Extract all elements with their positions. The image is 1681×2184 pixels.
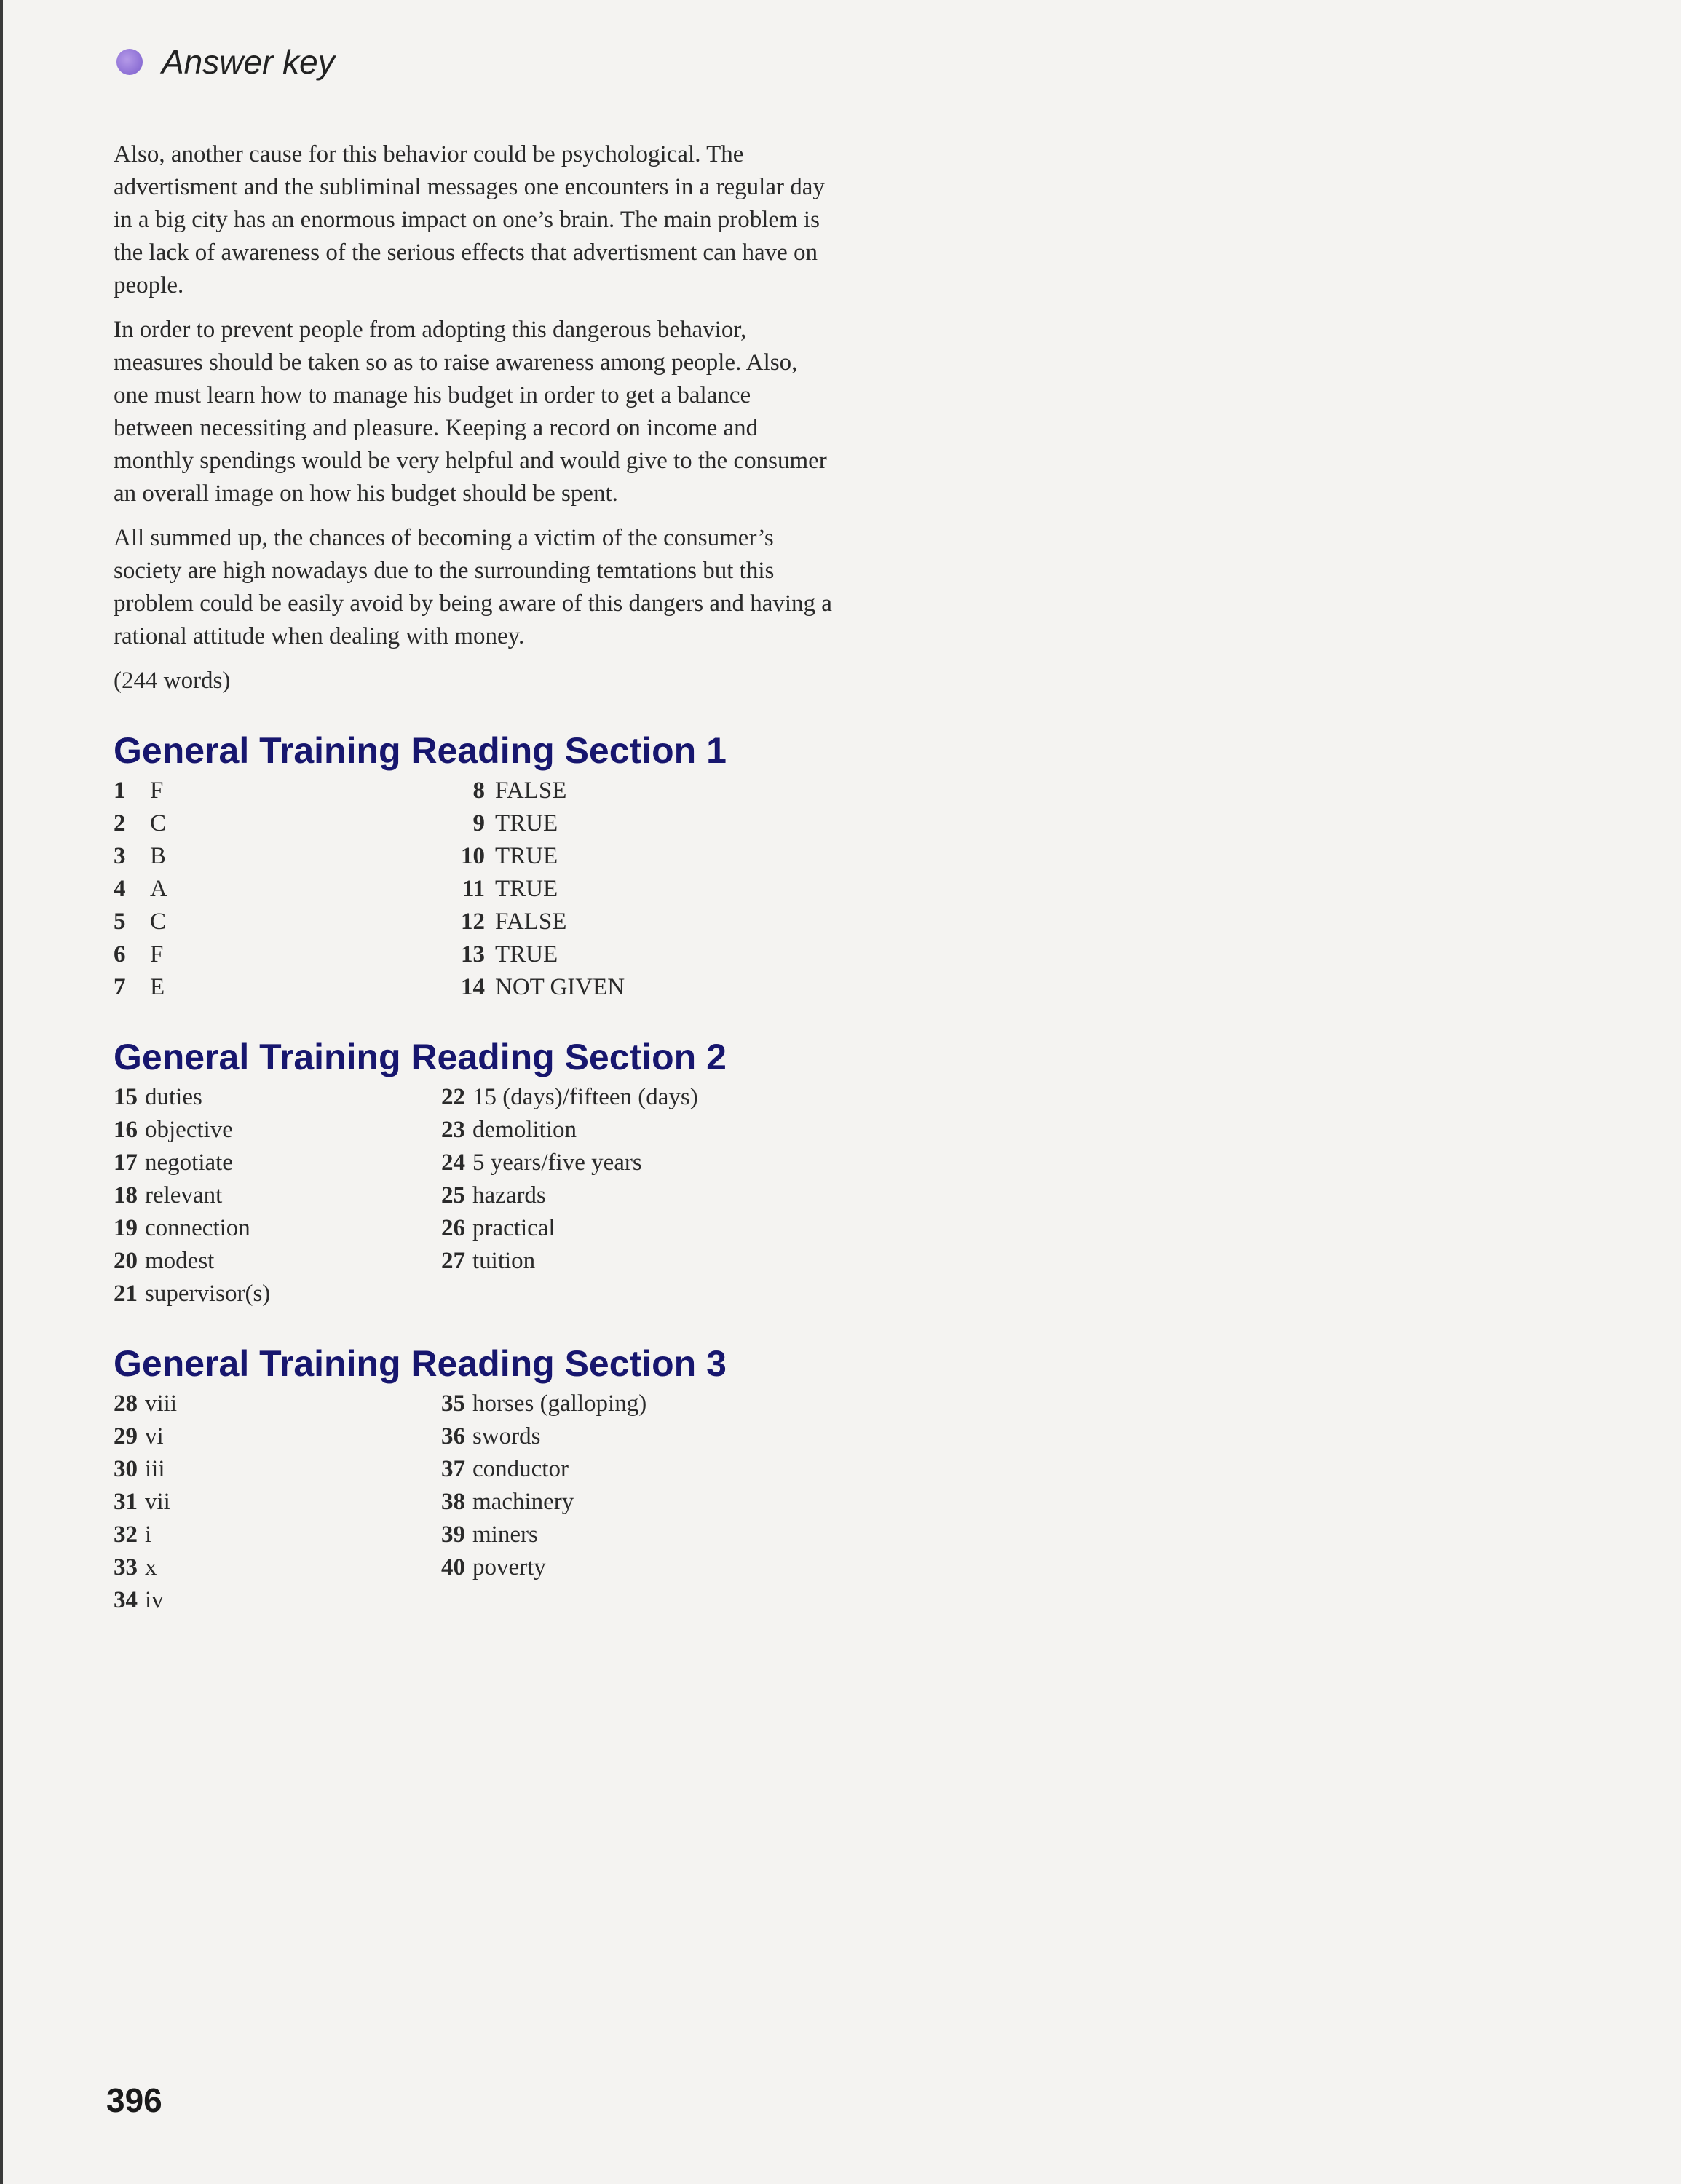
answer-text: modest [145, 1248, 215, 1274]
answer-text: B [150, 843, 167, 869]
answer-text: C [150, 810, 167, 836]
answer-text: conductor [472, 1456, 569, 1482]
answer-number: 6 [114, 941, 126, 968]
answer-item [441, 840, 769, 873]
answer-section-1 [114, 729, 834, 1004]
answer-item [441, 1147, 769, 1179]
answer-number: 29 [114, 1423, 138, 1449]
answer-column-left [114, 1388, 441, 1617]
answer-text: F [150, 941, 164, 968]
header-title: Answer key [162, 43, 335, 81]
answer-number: 35 [441, 1390, 465, 1417]
answer-number: 34 [114, 1587, 138, 1613]
answer-number: 25 [441, 1182, 465, 1208]
answer-text: practical [472, 1215, 555, 1241]
answer-item [114, 938, 441, 971]
answer-number: 14 [461, 974, 485, 1000]
answer-item [441, 1519, 769, 1551]
answer-number: 19 [114, 1215, 138, 1241]
answer-item [441, 1179, 769, 1212]
answer-column-right [441, 1388, 769, 1617]
answer-item [441, 873, 769, 906]
answer-number: 15 [114, 1084, 138, 1110]
answer-grid [114, 1081, 834, 1310]
answer-number: 1 [114, 778, 126, 804]
answer-number: 28 [114, 1390, 138, 1417]
answer-text: x [145, 1554, 157, 1580]
answer-number: 8 [472, 778, 485, 804]
answer-number: 13 [461, 941, 485, 968]
answer-item [114, 1081, 441, 1114]
answer-item [114, 1486, 441, 1519]
answer-number: 26 [441, 1215, 465, 1241]
answer-item [441, 938, 769, 971]
word-count: (244 words) [114, 668, 231, 694]
answer-number: 5 [114, 909, 126, 935]
answer-item [114, 1420, 441, 1453]
answer-number: 27 [441, 1248, 465, 1274]
answer-text: TRUE [495, 810, 558, 836]
answer-item [441, 971, 769, 1004]
answer-text: 5 years/five years [472, 1150, 642, 1176]
answer-number: 36 [441, 1423, 465, 1449]
answer-text: C [150, 909, 167, 935]
answer-text: viii [145, 1390, 178, 1417]
answer-item [441, 1388, 769, 1420]
answer-text: supervisor(s) [145, 1281, 271, 1307]
answer-item [114, 1114, 441, 1147]
answer-text: F [150, 778, 164, 804]
answer-number: 20 [114, 1248, 138, 1274]
answer-text: hazards [472, 1182, 546, 1208]
answer-number: 7 [114, 974, 126, 1000]
answer-item [114, 1212, 441, 1245]
answer-item [114, 1584, 441, 1617]
answer-text: i [145, 1522, 152, 1548]
answer-item [441, 1420, 769, 1453]
answer-text: duties [145, 1084, 202, 1110]
answer-number: 4 [114, 876, 126, 902]
answer-text: poverty [472, 1554, 546, 1580]
answer-text: swords [472, 1423, 541, 1449]
page-edge [0, 0, 3, 2184]
answer-text: iv [145, 1587, 164, 1613]
section-heading: General Training Reading Section 1 [114, 730, 727, 771]
answer-grid [114, 775, 834, 1004]
answer-number: 24 [441, 1150, 465, 1176]
answer-column-left [114, 1081, 441, 1310]
answer-text: demolition [472, 1117, 577, 1143]
answer-number: 32 [114, 1522, 138, 1548]
answer-text: vi [145, 1423, 164, 1449]
answer-number: 10 [461, 843, 485, 869]
answer-item [114, 1453, 441, 1486]
page-number: 396 [106, 2081, 162, 2119]
answer-number: 3 [114, 843, 126, 869]
answer-item [114, 1278, 441, 1310]
answer-number: 22 [441, 1084, 465, 1110]
answer-number: 37 [441, 1456, 465, 1482]
answer-column-right [441, 775, 769, 1004]
answer-text: TRUE [495, 843, 558, 869]
answer-item [114, 840, 441, 873]
answer-item [114, 807, 441, 840]
answer-item [114, 1551, 441, 1584]
answer-text: FALSE [495, 909, 567, 935]
answer-text: miners [472, 1522, 538, 1548]
answer-column-right [441, 1081, 769, 1310]
answer-item [441, 1114, 769, 1147]
answer-item [441, 807, 769, 840]
answer-text: tuition [472, 1248, 536, 1274]
answer-item [114, 1519, 441, 1551]
answer-text: A [150, 876, 167, 902]
answer-column-left [114, 775, 441, 1004]
page-content [114, 138, 834, 1617]
answer-item [441, 1486, 769, 1519]
answer-item [114, 1388, 441, 1420]
essay-paragraph: All summed up, the chances of becoming a victim of the consumer’s society are high nowadays due to the surrounding temtations but this problem could be easily avoid by being aware of this dangers and having a rational attitude when dealing with money. [114, 525, 832, 649]
answer-item [114, 1245, 441, 1278]
answer-item [441, 1245, 769, 1278]
answer-number: 38 [441, 1489, 465, 1515]
answer-text: FALSE [495, 778, 567, 804]
answer-number: 17 [114, 1150, 138, 1176]
answer-item [114, 971, 441, 1004]
answer-section-3 [114, 1342, 834, 1617]
answer-number: 30 [114, 1456, 138, 1482]
answer-text: horses (galloping) [472, 1390, 647, 1417]
answer-number: 23 [441, 1117, 465, 1143]
page-header [116, 42, 335, 82]
answer-text: negotiate [145, 1150, 233, 1176]
answer-item [441, 1081, 769, 1114]
section-heading: General Training Reading Section 2 [114, 1037, 727, 1077]
answer-text: TRUE [495, 941, 558, 968]
answer-number: 18 [114, 1182, 138, 1208]
answer-text: machinery [472, 1489, 574, 1515]
answer-grid [114, 1388, 834, 1617]
purple-dot-icon [116, 49, 143, 75]
answer-text: relevant [145, 1182, 223, 1208]
answer-number: 21 [114, 1281, 138, 1307]
answer-item [114, 1147, 441, 1179]
answer-item [441, 1453, 769, 1486]
answer-item [114, 1179, 441, 1212]
answer-text: NOT GIVEN [495, 974, 625, 1000]
answer-number: 16 [114, 1117, 138, 1143]
answer-item [114, 873, 441, 906]
answer-text: vii [145, 1489, 170, 1515]
answer-text: iii [145, 1456, 165, 1482]
answer-text: connection [145, 1215, 250, 1241]
answer-number: 11 [462, 876, 485, 902]
answer-number: 33 [114, 1554, 138, 1580]
answer-item [441, 1212, 769, 1245]
answer-number: 9 [472, 810, 485, 836]
answer-text: objective [145, 1117, 233, 1143]
answer-item [441, 775, 769, 807]
answer-number: 31 [114, 1489, 138, 1515]
answer-item [441, 1551, 769, 1584]
answer-number: 40 [441, 1554, 465, 1580]
answer-number: 12 [461, 909, 485, 935]
answer-number: 39 [441, 1522, 465, 1548]
answer-item [441, 906, 769, 938]
answer-text: 15 (days)/fifteen (days) [472, 1084, 698, 1110]
answer-text: TRUE [495, 876, 558, 902]
essay-paragraph: Also, another cause for this behavior could be psychological. The advertisment and the subliminal messages one encounters in a regular day in a big city has an enormous impact on one’s brain. The main problem is the lack of awareness of the serious effects that advertisment can have on people. [114, 141, 825, 298]
section-heading: General Training Reading Section 3 [114, 1343, 727, 1384]
answer-number: 2 [114, 810, 126, 836]
answer-item [114, 775, 441, 807]
essay-paragraph: In order to prevent people from adopting this dangerous behavior, measures should be taken so as to raise awareness among people. Also, one must learn how to manage his budget in order to get a balance between necessiting and pleasure. Keeping a record on income and monthly spendings would be very helpful and would give to the consumer an overall image on how his budget should be spent. [114, 317, 827, 507]
answer-text: E [150, 974, 165, 1000]
answer-item [114, 906, 441, 938]
answer-section-2 [114, 1036, 834, 1310]
